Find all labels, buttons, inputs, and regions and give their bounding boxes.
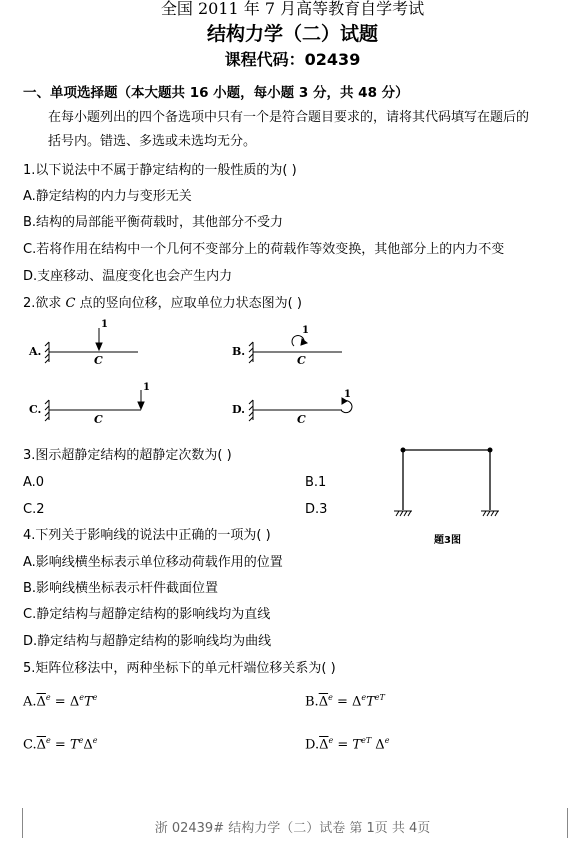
q2-label-a: A. bbox=[29, 345, 42, 358]
q4-option-c: C.静定结构与超静定结构的影响线均为直线 bbox=[23, 607, 271, 622]
q2-d-unit-label: 1 bbox=[344, 389, 351, 400]
q1-stem: 1.以下说法中不属于静定结构的一般性质的为( ) bbox=[23, 163, 297, 178]
section-title: 一、单项选择题（本大题共 16 小题，每小题 3 分，共 48 分） bbox=[23, 85, 409, 101]
q2-a-point-c: C bbox=[94, 354, 103, 367]
q2-stem-prefix: 2.欲求 bbox=[23, 296, 66, 311]
q2-label-c: C. bbox=[29, 403, 42, 416]
q2-stem-suffix: 点的竖向位移，应取单位力状态图为( ) bbox=[75, 296, 302, 311]
q2-label-b: B. bbox=[232, 345, 246, 358]
q3-figure-caption: 题3图 bbox=[434, 535, 461, 546]
q2-b-unit-label: 1 bbox=[302, 325, 309, 336]
q1-option-c: C.若将作用在结构中一个几何不变部分上的荷载作等效变换，其他部分上的内力不变 bbox=[23, 242, 505, 257]
page-footer: 浙 02439# 结构力学（二）试卷 第 1页 共 4页 bbox=[154, 821, 431, 836]
exam-title: 结构力学（二）试题 bbox=[206, 23, 378, 45]
q2-c-unit-label: 1 bbox=[143, 382, 150, 393]
q2-label-d: D. bbox=[232, 403, 245, 416]
q2-d-point-c: C bbox=[297, 413, 306, 426]
course-code: 课程代码：02439 bbox=[224, 50, 361, 69]
q3-option-a: A.0 bbox=[23, 475, 45, 490]
q1-option-a: A.静定结构的内力与变形无关 bbox=[23, 189, 192, 204]
q2-b-point-c: C bbox=[297, 354, 306, 367]
q4-option-b: B.影响线横坐标表示杆件截面位置 bbox=[23, 581, 219, 596]
q5-option-d: $D.\overline{\Delta}^e = T^{eT}$ $\Delta^e$ bbox=[305, 736, 390, 753]
q4-option-a: A.影响线横坐标表示单位移动荷载作用的位置 bbox=[23, 555, 283, 570]
q5-option-b: $B.\overline{\Delta}^e = \Delta^eT^{eT}$ bbox=[305, 693, 385, 710]
q3-option-c: C.2 bbox=[23, 502, 45, 517]
q2-a-unit-label: 1 bbox=[101, 319, 108, 330]
q3-stem: 3.图示超静定结构的超静定次数为( ) bbox=[23, 448, 232, 463]
q3-option-b: B.1 bbox=[305, 475, 327, 490]
q5-option-c: $C.\overline{\Delta}^e = T^e\Delta^e$ bbox=[23, 736, 98, 753]
q2-c-point-c: C bbox=[94, 413, 103, 426]
instruction-line2: 括号内。错选、多选或未选均无分。 bbox=[48, 134, 257, 149]
q3-option-d: D.3 bbox=[305, 502, 328, 517]
q5-stem: 5.矩阵位移法中，两种坐标下的单元杆端位移关系为( ) bbox=[23, 661, 336, 676]
q2-stem-var: C bbox=[65, 296, 76, 311]
q1-option-b: B.结构的局部能平衡荷载时，其他部分不受力 bbox=[23, 215, 284, 230]
exam-header-line1: 全国 2011 年 7 月高等教育自学考试 bbox=[160, 0, 425, 18]
q4-stem: 4.下列关于影响线的说法中正确的一项为( ) bbox=[23, 528, 271, 543]
q4-option-d: D.静定结构与超静定结构的影响线均为曲线 bbox=[23, 634, 272, 649]
instruction-line1: 在每小题列出的四个备选项中只有一个是符合题目要求的，请将其代码填写在题后的 bbox=[48, 110, 530, 125]
q1-option-d: D.支座移动、温度变化也会产生内力 bbox=[23, 269, 233, 284]
q5-option-a: $A.\overline{\Delta}^e = \Delta^eT^e$ bbox=[23, 693, 98, 710]
